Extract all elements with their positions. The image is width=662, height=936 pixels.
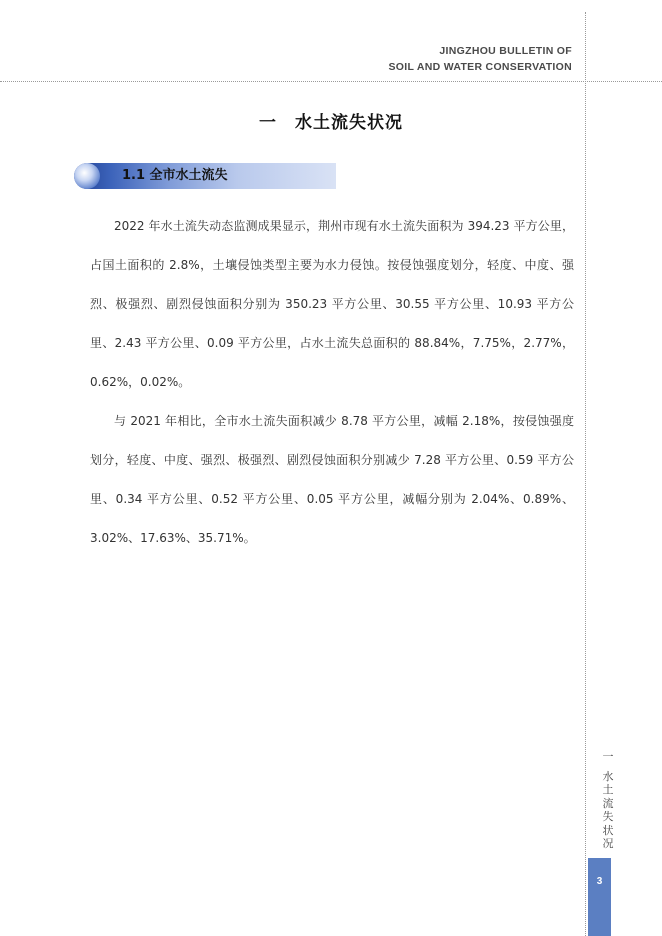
chapter-title: 一 水土流失状况 (259, 113, 403, 133)
header-divider (0, 81, 662, 82)
section-bullet-icon (74, 163, 100, 189)
side-chapter-number: 一 (602, 750, 614, 763)
paragraph-1: 2022 年水土流失动态监测成果显示，荆州市现有水土流失面积为 394.23 平方公里，占国土面积的 2.8%，土壤侵蚀类型主要为水力侵蚀。按侵蚀强度划分，轻度、中度、强烈、极强烈、剧烈侵蚀面积分别为 350.23 平方公里、30.55 平方公里、10.93 平方公里、2.43 平方公里、0.09 平方公里，占水土流失总面积的 88.84%，7.75%，2.77%，0.62%，0.02%。 (90, 219, 574, 389)
page-number-tab (588, 858, 611, 936)
side-chapter-name: 水土流失状况 (602, 769, 614, 850)
page-number: 3 (596, 876, 603, 887)
paragraph-2: 与 2021 年相比，全市水土流失面积减少 8.78 平方公里，减幅 2.18%，按侵蚀强度划分，轻度、中度、强烈、极强烈、剧烈侵蚀面积分别减少 7.28 平方公里、0.59 平方公里、0.34 平方公里、0.52 平方公里、0.05 平方公里，减幅分别为 2.04%、0.89%、3.02%、17.63%、35.71%。 (90, 414, 574, 545)
header-line-1: JINGZHOU BULLETIN OF (439, 45, 572, 57)
side-chapter-label (600, 750, 616, 851)
section-title: 1.1 全市水土流失 (122, 168, 228, 183)
header-line-2: SOIL AND WATER CONSERVATION (388, 61, 572, 73)
running-header (389, 43, 573, 75)
body-text (90, 207, 574, 558)
vertical-margin-rule (585, 12, 586, 936)
